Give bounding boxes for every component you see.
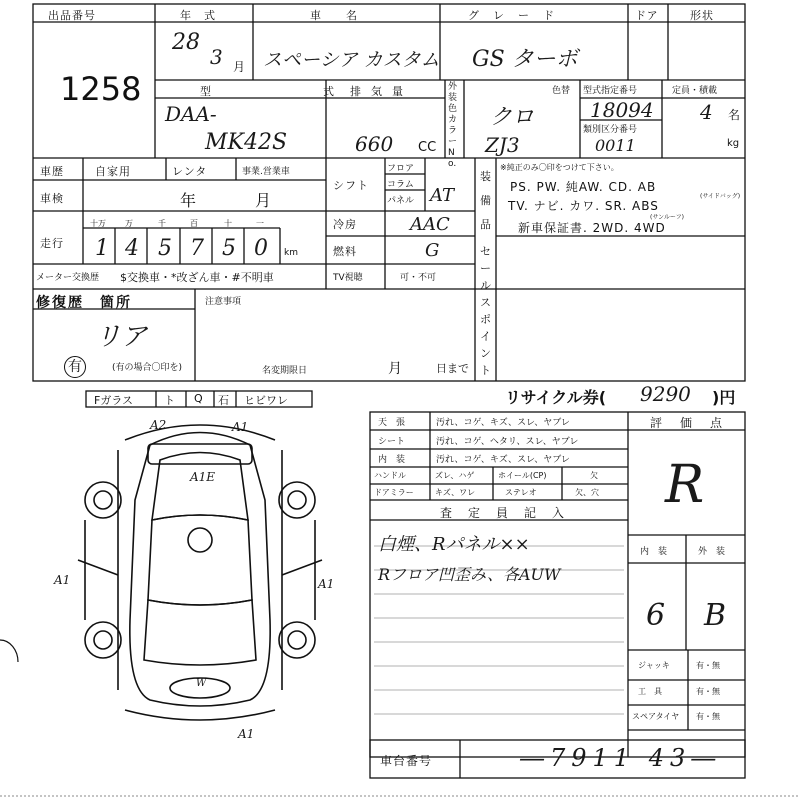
mark-front-right: A1: [232, 420, 249, 434]
type-designation-value: 18094: [590, 98, 654, 122]
capacity-value: 4: [700, 100, 713, 124]
type-label: 型 式: [200, 85, 364, 98]
model-value: スペーシア カスタム: [263, 49, 440, 71]
wheel-cap: ホイール(CP): [498, 471, 547, 480]
shift-floor: フロア: [387, 164, 415, 174]
grade-label: グレード: [468, 9, 568, 22]
handle-label: ハンドル: [374, 471, 406, 480]
cond-label-ceiling: 天 張: [378, 418, 406, 428]
repair-has-note: (有の場合〇印を): [112, 363, 183, 373]
model-label: 車 名: [310, 9, 358, 22]
tool-spare-label: スペアタイヤ: [632, 712, 680, 721]
capacity-label: 定員・積載: [672, 86, 718, 96]
repair-label: 修復歴 箇所: [36, 295, 132, 311]
lot-label: 出品番号: [48, 9, 96, 22]
mileage-digit-4: 7: [190, 236, 204, 261]
glass-label-stone: 石: [218, 394, 229, 407]
capacity-unit: 名: [728, 108, 741, 122]
cond-label-interior: 内 装: [378, 455, 406, 465]
equipment-row-3: 新車保証書. 2WD. 4WD: [518, 221, 666, 235]
interior-score-label: 内 装: [640, 547, 668, 557]
shift-value: AT: [430, 185, 455, 206]
inspector-line-2: Rフロア凹歪み、各AUW: [378, 565, 561, 584]
mileage-unit-1: 一: [256, 219, 264, 228]
tv-label: TV視聴: [333, 273, 363, 283]
displacement-label: 排気量: [350, 85, 413, 98]
mileage-unit-10k: 万: [125, 219, 133, 228]
glass-label-crack: ヒビワレ: [244, 394, 288, 407]
mileage-digit-3: 5: [158, 236, 172, 261]
tool-jack-value: 有・無: [696, 661, 720, 670]
category-label: 類別区分番号: [583, 125, 638, 135]
equipment-note: ※純正のみ〇印をつけて下さい。: [500, 163, 619, 172]
meter-options: $交換車・*改ざん車・#不明車: [120, 271, 274, 284]
tool-spare-value: 有・無: [696, 712, 720, 721]
chassis-label: 車台番号: [380, 754, 433, 768]
sunroof-note: (サンルーフ): [650, 214, 684, 221]
usage-label: 車歴: [40, 165, 64, 178]
year-label: 年 式: [180, 9, 216, 22]
category-value: 0011: [595, 136, 636, 155]
exterior-score-value: B: [704, 598, 727, 633]
doors-label: ドア: [635, 9, 659, 22]
recycle-value: 9290: [640, 382, 691, 406]
score-value: R: [665, 455, 705, 515]
shift-panel: パネル: [387, 196, 415, 206]
change-deadline-label: 名変期限日: [262, 366, 308, 376]
fuel-value: G: [425, 240, 440, 261]
inspector-line-1: 白煙、Rパネル××: [378, 534, 530, 555]
ac-value: AAC: [410, 214, 450, 235]
mark-right-side: A1: [318, 577, 335, 591]
cond-items-ceiling: 汚れ、コゲ、キズ、スレ、ヤブレ: [436, 418, 570, 428]
usage-option-business: 事業.営業車: [242, 167, 290, 177]
glass-label-to: ト: [164, 394, 175, 407]
month-value: 3: [210, 45, 223, 69]
mileage-digit-2: 4: [125, 236, 139, 261]
stereo-right: 欠、穴: [575, 488, 599, 497]
recycle-unit: )円: [712, 388, 736, 407]
tool-tools-value: 有・無: [696, 687, 720, 696]
displacement-value: 660: [355, 132, 394, 156]
stereo-label: ステレオ: [505, 488, 537, 497]
tool-jack-label: ジャッキ: [638, 661, 670, 670]
equipment-label: 装備品: [480, 170, 491, 231]
tool-tools-label: 工 具: [638, 687, 662, 696]
deadline-month: 月: [388, 361, 402, 377]
body-type-label: 形状: [690, 9, 714, 22]
tv-options: 可・不可: [400, 273, 437, 283]
grade-value: GS ターボ: [472, 47, 578, 72]
interior-score-value: 6: [646, 598, 666, 633]
mirror-label: ドアミラー: [374, 488, 414, 497]
mileage-unit-1k: 千: [158, 219, 166, 228]
lot-number: 1258: [60, 70, 142, 108]
type-value: MK42S: [205, 130, 288, 155]
meter-label: メーター交換歴: [36, 273, 100, 283]
shift-column: コラム: [387, 180, 414, 190]
mark-left-side: A1: [54, 573, 71, 587]
notes-label: 注意事項: [205, 297, 242, 307]
displacement-unit: CC: [418, 140, 437, 155]
repair-has: 有: [64, 356, 86, 378]
glass-label-front: Fガラス: [94, 394, 133, 407]
usage-option-rental: レンタ: [172, 165, 208, 178]
exterior-label: 外装色カラーNo.: [448, 82, 458, 169]
color-value: クロ: [490, 105, 535, 130]
exterior-score-label: 外 装: [698, 547, 726, 557]
mileage-unit-10: 十: [224, 219, 232, 228]
equipment-row-1: PS. PW. 純AW. CD. AB: [510, 180, 657, 194]
color-replace-label: 色替: [552, 86, 571, 96]
mileage-digit-6: 0: [254, 236, 268, 261]
cond-items-seat: 汚れ、コゲ、ヘタリ、スレ、ヤブレ: [436, 437, 579, 447]
inspection-label: 車検: [40, 192, 64, 205]
mark-rear-panel: W: [196, 678, 207, 689]
mileage-digit-5: 5: [222, 236, 236, 261]
cond-items-interior: 汚れ、コゲ、キズ、スレ、ヤブレ: [436, 455, 570, 465]
mileage-label: 走行: [40, 237, 64, 250]
ac-label: 冷房: [333, 218, 357, 231]
handle-items: ズレ、ハゲ: [435, 471, 475, 480]
chassis-value: ―7911 43―: [520, 744, 722, 772]
mark-rear: A1: [238, 727, 255, 741]
score-label: 評 価 点: [650, 416, 726, 430]
inspection-month: 月: [255, 191, 272, 210]
wheel-cap-right: 欠: [590, 471, 598, 480]
mirror-items: キズ、ワレ: [435, 488, 476, 497]
mileage-unit-100k: 十万: [90, 219, 106, 228]
type-prefix: DAA-: [165, 102, 217, 126]
mileage-unit: km: [284, 248, 298, 258]
fuel-label: 燃料: [333, 245, 357, 258]
load-unit: kg: [727, 138, 740, 149]
mark-hood: A1E: [190, 470, 216, 484]
usage-option-private: 自家用: [95, 165, 131, 178]
shift-label: シフト: [333, 179, 369, 192]
repair-value: リア: [95, 322, 148, 352]
equipment-row-2: TV. ナビ. カワ. SR. ABS: [508, 199, 659, 213]
inspection-year: 年: [180, 191, 197, 210]
glass-mark: Q: [194, 392, 203, 405]
side-airbag-note: (サイドバッグ): [700, 193, 741, 200]
year-value: 28: [172, 30, 200, 55]
mileage-digit-1: 1: [95, 236, 109, 261]
sales-point-label: セールスポイント: [480, 245, 491, 377]
recycle-label: リサイクル券(: [505, 388, 607, 407]
mark-front-left: A2: [150, 418, 167, 432]
month-unit: 月: [233, 60, 246, 74]
color-code: ZJ3: [485, 133, 520, 157]
mileage-unit-100: 百: [190, 219, 198, 228]
type-designation-label: 型式指定番号: [583, 86, 638, 96]
deadline-day: 日まで: [436, 362, 469, 375]
cond-label-seat: シート: [378, 437, 406, 447]
inspector-label: 査 定 員 記 入: [440, 506, 567, 520]
